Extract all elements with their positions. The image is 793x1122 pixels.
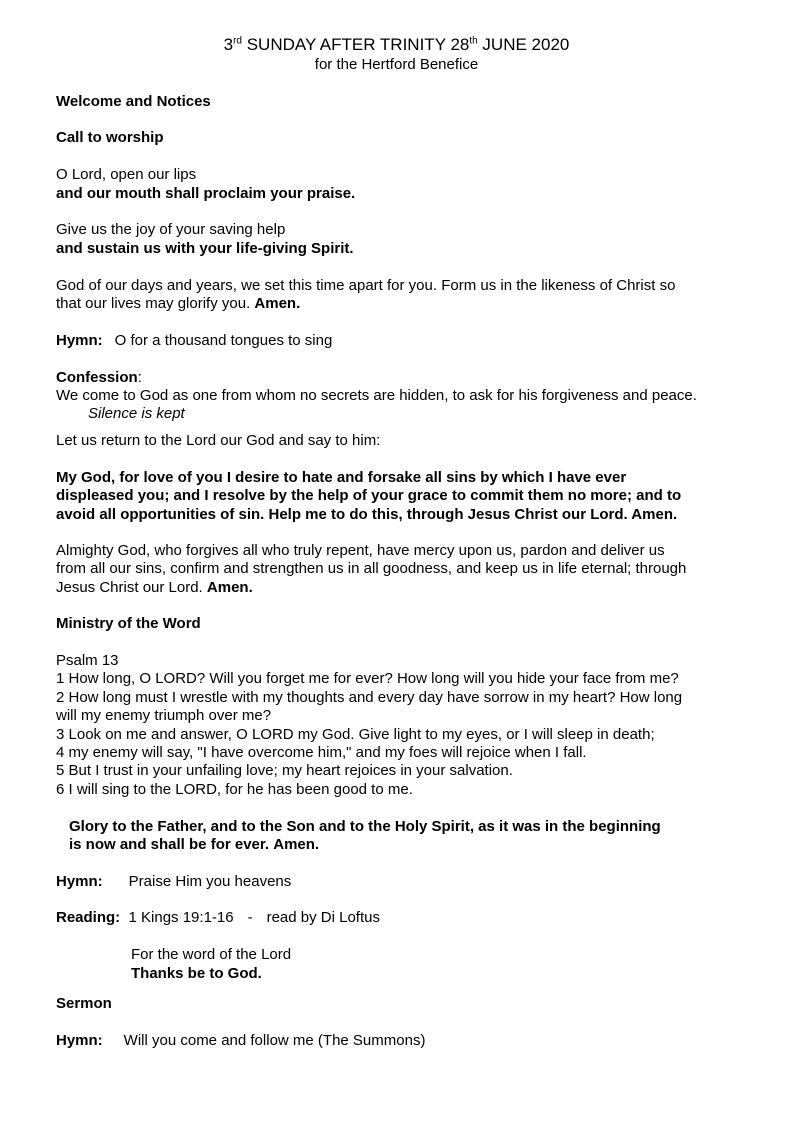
gloria-line-2 [69,836,319,854]
ministry-heading: Ministry of the Word [56,615,201,632]
absolution-line-2: from all our sins, confirm and strengthen us in all goodness, and keep us in life eternal; through [56,560,687,577]
hymn-3 [56,1032,425,1050]
page-subtitle: for the Hertford Benefice [314,56,479,73]
gloria-amen: Amen. [273,836,320,853]
call-response-1: and our mouth shall proclaim your praise. [56,185,356,202]
reading-line [56,909,380,927]
hymn-3-title: Will you come and follow me (The Summons) [123,1032,426,1049]
psalm-line: will my enemy triumph over me? [56,707,272,724]
opening-prayer-text: that our lives may glorify you. [56,295,251,312]
psalm-line: 2 How long must I wrestle with my thoughts and every day have sorrow in my heart? How long [56,689,683,706]
hymn-1-title: O for a thousand tongues to sing [114,332,333,349]
title-end: JUNE 2020 [477,35,570,54]
confession-heading [56,369,142,387]
sermon-heading: Sermon [56,995,112,1012]
confession-prayer-line-3: avoid all opportunities of sin. Help me to do this, through Jesus Christ our Lord. Amen. [56,506,678,523]
reading-response: Thanks be to God. [131,965,262,982]
hymn-1 [56,332,332,350]
psalm-title: Psalm 13 [56,652,119,669]
absolution-amen: Amen. [206,579,253,596]
confession-intro: We come to God as one from whom no secrets are hidden, to ask for his forgiveness and peace. [56,387,697,404]
page-title [0,35,793,55]
psalm-line: 5 But I trust in your unfailing love; my heart rejoices in your salvation. [56,762,513,779]
absolution-text: Jesus Christ our Lord. [56,579,203,596]
psalm-line: 3 Look on me and answer, O LORD my God. Give light to my eyes, or I will sleep in death; [56,726,655,743]
psalm-line: 4 my enemy will say, "I have overcome him," and my foes will rejoice when I fall. [56,744,587,761]
title-ordinal-number: 3 [223,35,234,54]
call-response-2: and sustain us with your life-giving Spirit. [56,240,354,257]
absolution-line-3 [56,579,253,597]
opening-prayer-line-2 [56,295,300,313]
title-middle: SUNDAY AFTER TRINITY 28 [242,35,470,54]
call-heading: Call to worship [56,129,164,146]
confession-prayer-line-2: displeased you; and I resolve by the help of your grace to commit them no more; and to [56,487,682,504]
gloria-line-1: Glory to the Father, and to the Son and to the Holy Spirit, as it was in the beginning [69,818,661,835]
gloria-text: is now and shall be for ever. [69,836,270,853]
call-versicle-1: O Lord, open our lips [56,166,197,183]
confession-invitation: Let us return to the Lord our God and say to him: [56,432,381,449]
hymn-2-title: Praise Him you heavens [128,873,292,890]
absolution-line-1: Almighty God, who forgives all who truly repent, have mercy upon us, pardon and deliver us [56,542,665,559]
hymn-3-label: Hymn: [56,1032,103,1049]
hymn-2 [56,873,291,891]
confession-prayer-line-1: My God, for love of you I desire to hate and forsake all sins by which I have ever [56,469,627,486]
confession-heading-colon: : [137,369,142,386]
reading-reference: 1 Kings 19:1-16 [128,909,234,926]
hymn-1-label: Hymn: [56,332,103,349]
reading-dash: - [247,909,253,926]
psalm-line: 1 How long, O LORD? Will you forget me for ever? How long will you hide your face from me? [56,670,679,687]
silence-rubric: Silence is kept [88,405,185,422]
hymn-2-label: Hymn: [56,873,103,890]
reading-label: Reading: [56,909,121,926]
opening-prayer-line-1: God of our days and years, we set this time apart for you. Form us in the likeness of Christ so [56,277,676,294]
reading-versicle: For the word of the Lord [131,946,292,963]
title-date-suffix: th [469,35,478,47]
welcome-heading: Welcome and Notices [56,93,211,110]
psalm-line: 6 I will sing to the LORD, for he has been good to me. [56,781,413,798]
title-ordinal-suffix: rd [233,35,242,47]
confession-heading-text: Confession [56,369,138,386]
call-versicle-2: Give us the joy of your saving help [56,221,286,238]
reading-reader: read by Di Loftus [266,909,380,926]
opening-prayer-amen: Amen. [254,295,301,312]
